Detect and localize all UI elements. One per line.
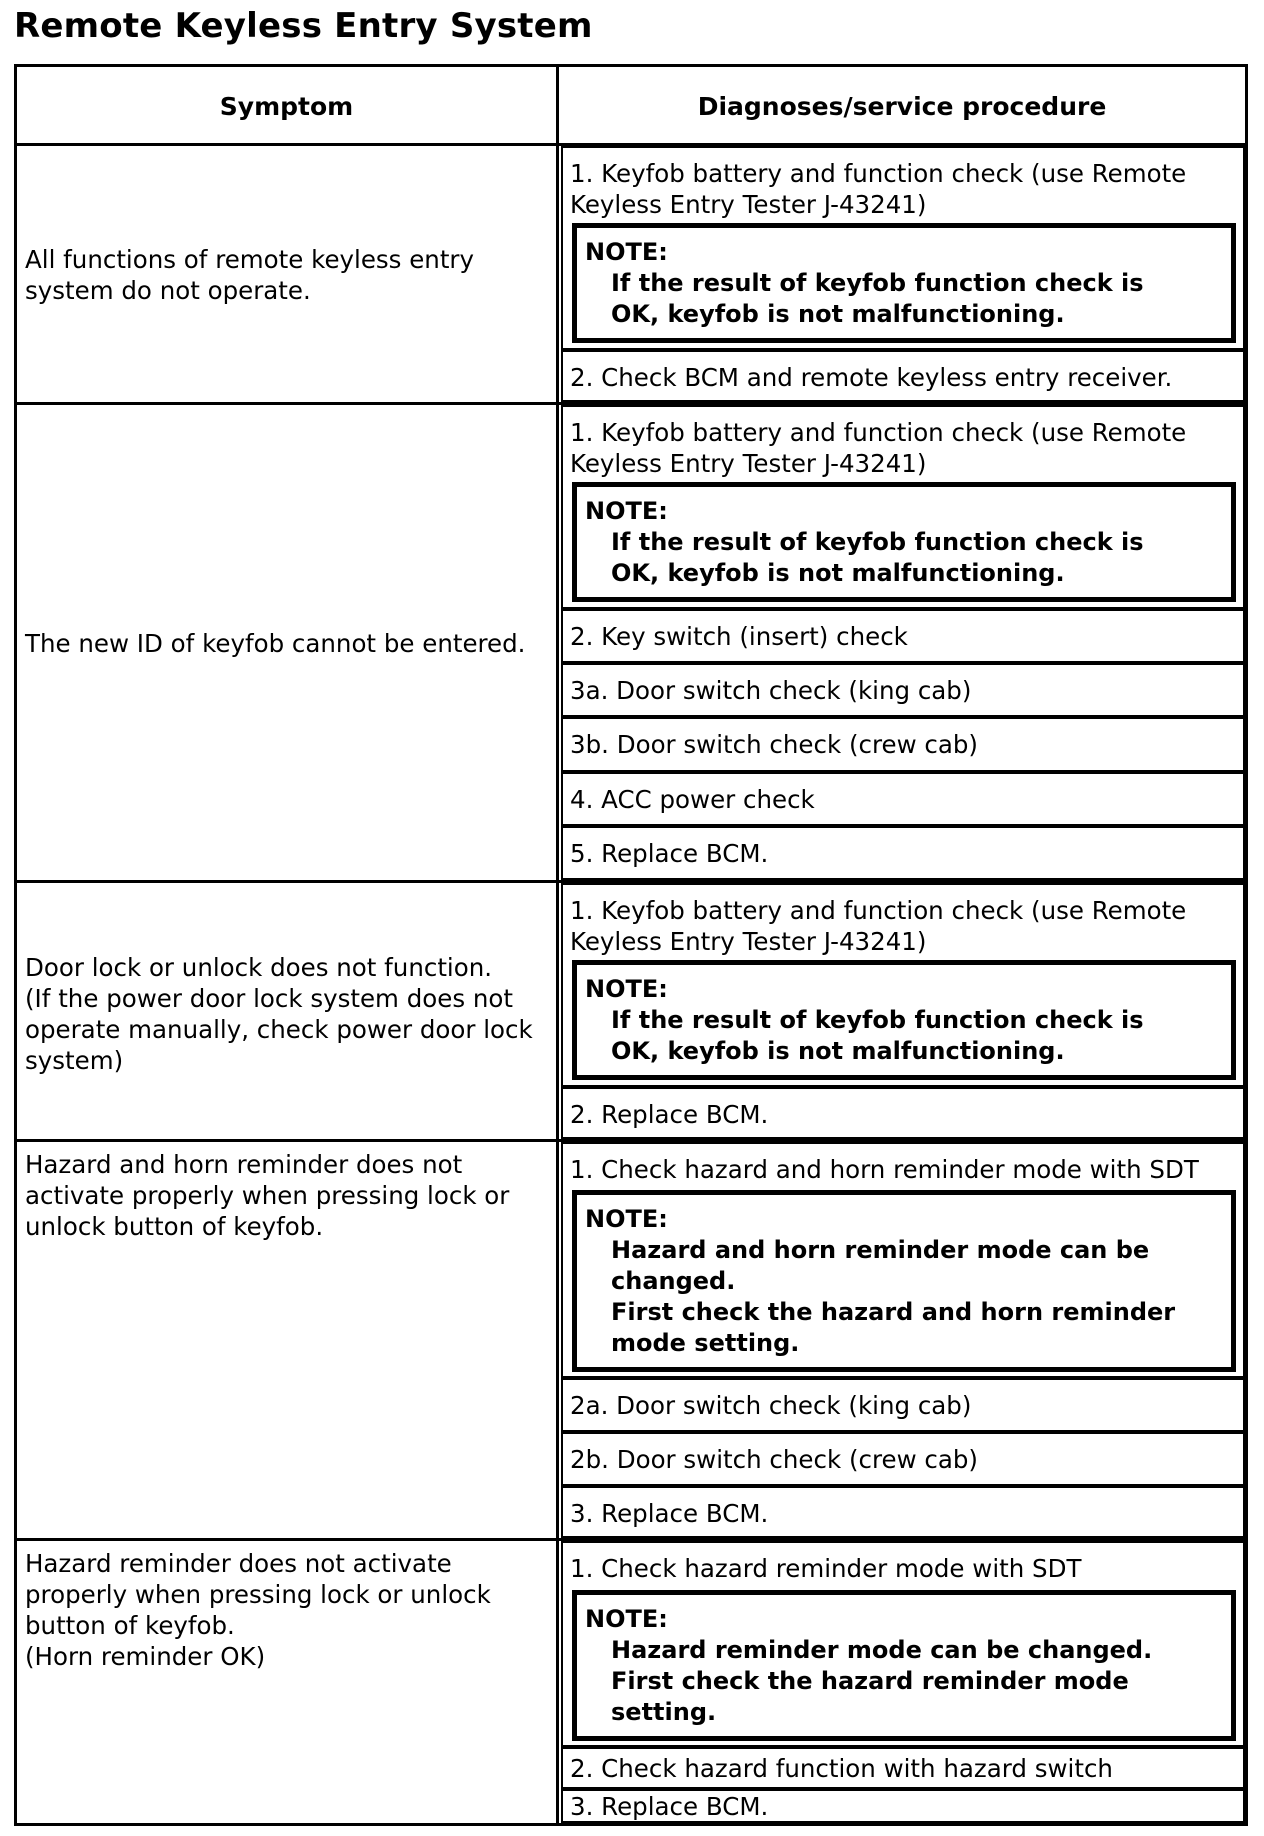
procedure-step bbox=[561, 717, 1245, 772]
step-text: 2a. Door switch check (king cab) bbox=[570, 1391, 972, 1420]
note-text: Hazard and horn reminder mode can be changed. First check the hazard and horn reminder mode setting. bbox=[611, 1236, 1176, 1357]
step-text: 1. Keyfob battery and function check (use Remote Keyless Entry Tester J-43241) bbox=[570, 418, 1187, 478]
procedure-step bbox=[561, 405, 1245, 609]
procedure-step bbox=[561, 1541, 1245, 1747]
symptom-text: Hazard reminder does not activate properly when pressing lock or unlock button of keyfob. (Horn reminder OK) bbox=[25, 1549, 491, 1671]
step-text: 3. Replace BCM. bbox=[570, 1499, 769, 1528]
step-text: 2. Key switch (insert) check bbox=[570, 622, 908, 651]
note-text: If the result of keyfob function check is OK, keyfob is not malfunctioning. bbox=[611, 269, 1144, 328]
note-label: NOTE: bbox=[585, 1605, 668, 1633]
procedure-step bbox=[561, 1087, 1245, 1139]
procedure-step bbox=[561, 663, 1245, 717]
procedure-step bbox=[561, 350, 1245, 402]
procedure-step bbox=[561, 1432, 1245, 1486]
note-label: NOTE: bbox=[585, 975, 668, 1003]
note-text: Hazard reminder mode can be changed. First check the hazard reminder mode setting. bbox=[611, 1636, 1153, 1726]
step-text: 5. Replace BCM. bbox=[570, 839, 769, 868]
procedure-step bbox=[561, 826, 1245, 880]
step-text: 2b. Door switch check (crew cab) bbox=[570, 1445, 978, 1474]
step-text: 1. Check hazard reminder mode with SDT bbox=[570, 1554, 1082, 1583]
note-box bbox=[572, 482, 1236, 602]
procedure-step bbox=[561, 1142, 1245, 1378]
step-text: 2. Replace BCM. bbox=[570, 1100, 769, 1129]
procedure-step bbox=[561, 1789, 1245, 1823]
procedure-step bbox=[561, 883, 1245, 1087]
note-label: NOTE: bbox=[585, 497, 668, 525]
procedure-step bbox=[561, 772, 1245, 826]
symptom-header: Symptom bbox=[219, 91, 354, 121]
step-text: 4. ACC power check bbox=[570, 785, 815, 814]
symptom-text: Hazard and horn reminder does not activate properly when pressing lock or unlock button of keyfob. bbox=[25, 1150, 510, 1241]
procedure-step bbox=[561, 1747, 1245, 1789]
note-label: NOTE: bbox=[585, 238, 668, 266]
note-box bbox=[572, 1590, 1236, 1741]
symptom-text: The new ID of keyfob cannot be entered. bbox=[25, 629, 526, 658]
procedure-step bbox=[561, 1378, 1245, 1432]
procedure-step bbox=[561, 146, 1245, 350]
note-box bbox=[572, 1190, 1236, 1372]
symptom-text: All functions of remote keyless entry system do not operate. bbox=[25, 245, 474, 305]
step-text: 1. Keyfob battery and function check (use Remote Keyless Entry Tester J-43241) bbox=[570, 159, 1187, 219]
step-text: 3b. Door switch check (crew cab) bbox=[570, 730, 978, 759]
step-text: 2. Check BCM and remote keyless entry receiver. bbox=[570, 363, 1173, 392]
step-text: 1. Check hazard and horn reminder mode with SDT bbox=[570, 1155, 1199, 1184]
column-divider bbox=[556, 64, 559, 1826]
procedure-header: Diagnoses/service procedure bbox=[697, 91, 1107, 121]
page-title: Remote Keyless Entry System bbox=[14, 6, 593, 46]
note-box bbox=[572, 223, 1236, 343]
note-label: NOTE: bbox=[585, 1205, 668, 1233]
step-text: 1. Keyfob battery and function check (use Remote Keyless Entry Tester J-43241) bbox=[570, 896, 1187, 956]
procedure-step bbox=[561, 609, 1245, 663]
note-box bbox=[572, 960, 1236, 1080]
step-text: 3. Replace BCM. bbox=[570, 1792, 769, 1821]
step-text: 3a. Door switch check (king cab) bbox=[570, 676, 972, 705]
note-text: If the result of keyfob function check is OK, keyfob is not malfunctioning. bbox=[611, 1006, 1144, 1065]
note-text: If the result of keyfob function check is OK, keyfob is not malfunctioning. bbox=[611, 528, 1144, 587]
step-text: 2. Check hazard function with hazard switch bbox=[570, 1754, 1113, 1783]
procedure-step bbox=[561, 1486, 1245, 1538]
symptom-text: Door lock or unlock does not function. (If the power door lock system does not operate manually, check power door lock system) bbox=[25, 953, 533, 1075]
